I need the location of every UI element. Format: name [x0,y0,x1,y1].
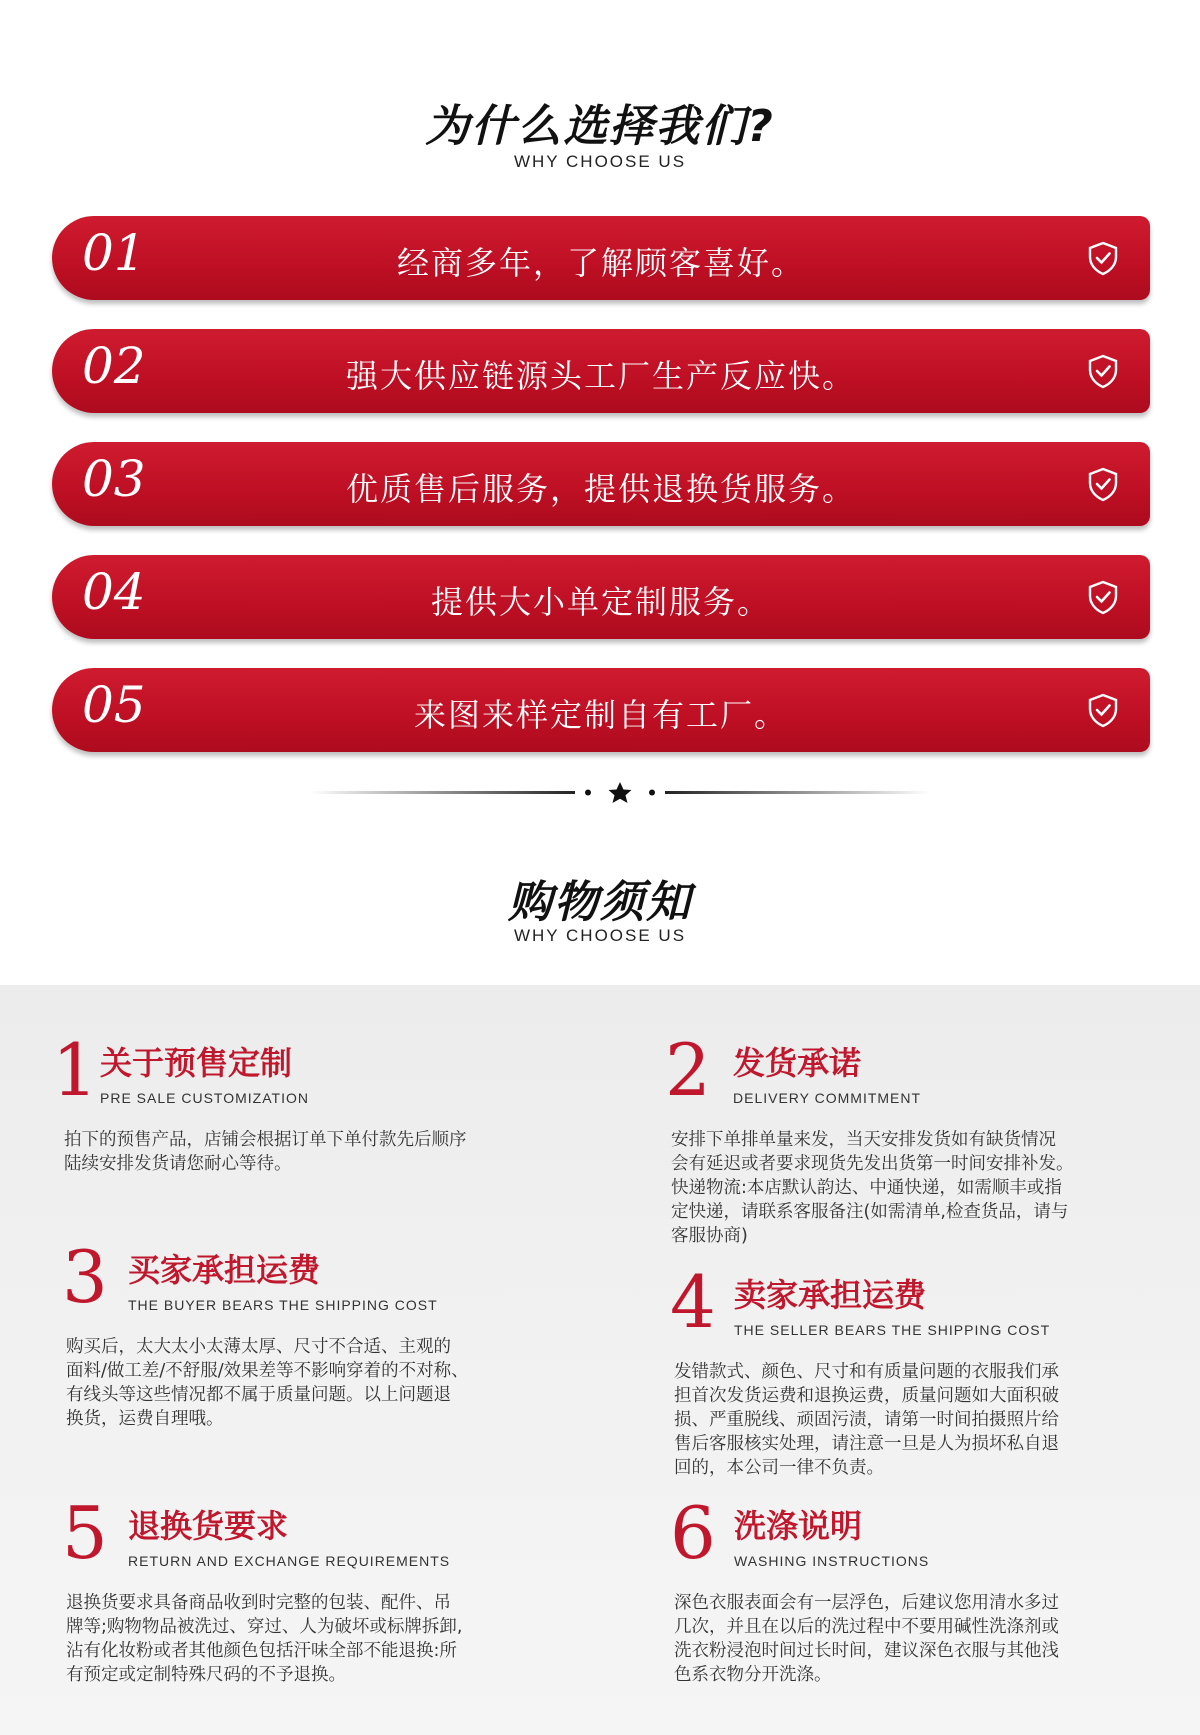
item-number: 6 [670,1491,716,1575]
item-number: 1 [52,1028,98,1112]
notice-item-return-exchange [62,1491,582,1697]
star-icon [609,782,632,803]
notice-item-presale [52,1028,572,1234]
item-body: 购买后，太大太小太薄太厚、尺寸不合适、主观的 面料/做工差/不舒服/效果差等不影响穿着的不对称、 有线头等这些情况都不属于质量问题。以上问题退 换货，运费自理哦。 [66,1337,469,1429]
reason-bar-2 [52,329,1150,413]
item-title: 退换货要求 [128,1507,289,1545]
reason-text: 来图来样定制自有工厂。 [413,696,788,734]
reason-number: 03 [82,450,146,508]
reason-number: 05 [82,676,146,734]
item-subtitle: PRE SALE CUSTOMIZATION [100,1090,309,1106]
item-body: 深色衣服表面会有一层浮色，后建议您用清水多过 几次，并且在以后的洗过程中不要用碱性洗涤剂或 洗衣粉浸泡时间过长时间，建议深色衣服与其他浅 色系衣物分开洗涤。 [674,1593,1059,1685]
shield-check-icon [1086,240,1120,276]
item-body: 发错款式、颜色、尺寸和有质量问题的衣服我们承 担首次发货运费和退换运费，质量问题如大面积破 损、严重脱线、顽固污渍，请第一时间拍摄照片给 售后客服核实处理，请注意一旦是人为损坏私自退 回的，本公司一律不负责。 [674,1362,1059,1478]
reason-text: 提供大小单定制服务。 [430,583,771,621]
item-title: 洗涤说明 [734,1507,863,1545]
item-subtitle: RETURN AND EXCHANGE REQUIREMENTS [128,1553,451,1569]
item-body: 安排下单排单量来发，当天安排发货如有缺货情况 会有延迟或者要求现货先发出货第一时间安排补发。 快递物流:本店默认韵达、中通快递，如需顺丰或指 定快递，请联系客服备注(如需清单,检查货品，请与 客服协商) [671,1130,1074,1246]
notice-item-seller-shipping [670,1260,1190,1486]
why-title: 为什么选择我们? [425,101,775,152]
reason-bar-3 [52,442,1150,526]
reason-number: 02 [82,337,146,395]
item-title: 关于预售定制 [100,1044,293,1082]
notice-title: 购物须知 [508,877,692,928]
item-subtitle: THE SELLER BEARS THE SHIPPING COST [734,1322,1051,1338]
reason-bar-4 [52,555,1150,639]
reason-text: 经商多年，了解顾客喜好。 [396,244,805,282]
reason-text: 优质售后服务，提供退换货服务。 [345,470,856,508]
item-body: 退换货要求具备商品收到时完整的包装、配件、吊 牌等;购物物品被洗过、穿过、人为破坏或标牌拆卸, 沾有化妆粉或者其他颜色包括汗味全部不能退换:所 有预定或定制特殊尺码的不予退换。 [66,1593,463,1685]
item-body: 拍下的预售产品，店铺会根据订单下单付款先后顺序 陆续安排发货请您耐心等待。 [64,1130,467,1174]
item-subtitle: DELIVERY COMMITMENT [733,1090,922,1106]
notice-item-buyer-shipping [62,1235,582,1441]
shield-check-icon [1086,353,1120,389]
shield-check-icon [1086,466,1120,502]
notice-item-delivery [665,1028,1185,1254]
notice-item-washing [670,1491,1190,1697]
reason-bar-1 [52,216,1150,300]
item-title: 发货承诺 [733,1044,862,1082]
item-number: 3 [62,1235,108,1319]
notice-subtitle: WHY CHOOSE US [513,926,687,945]
reason-number: 04 [82,563,146,621]
item-number: 5 [62,1491,108,1575]
item-number: 2 [665,1028,711,1112]
why-subtitle: WHY CHOOSE US [513,152,687,171]
reason-bar-5 [52,668,1150,752]
reason-number: 01 [82,224,146,282]
item-subtitle: WASHING INSTRUCTIONS [734,1553,930,1569]
reason-text: 强大供应链源头工厂生产反应快。 [345,357,856,395]
shield-check-icon [1086,579,1120,615]
item-title: 卖家承担运费 [734,1276,927,1314]
item-number: 4 [670,1260,716,1344]
item-title: 买家承担运费 [128,1251,321,1289]
star-divider [310,780,930,804]
item-subtitle: THE BUYER BEARS THE SHIPPING COST [128,1297,438,1313]
shield-check-icon [1086,692,1120,728]
